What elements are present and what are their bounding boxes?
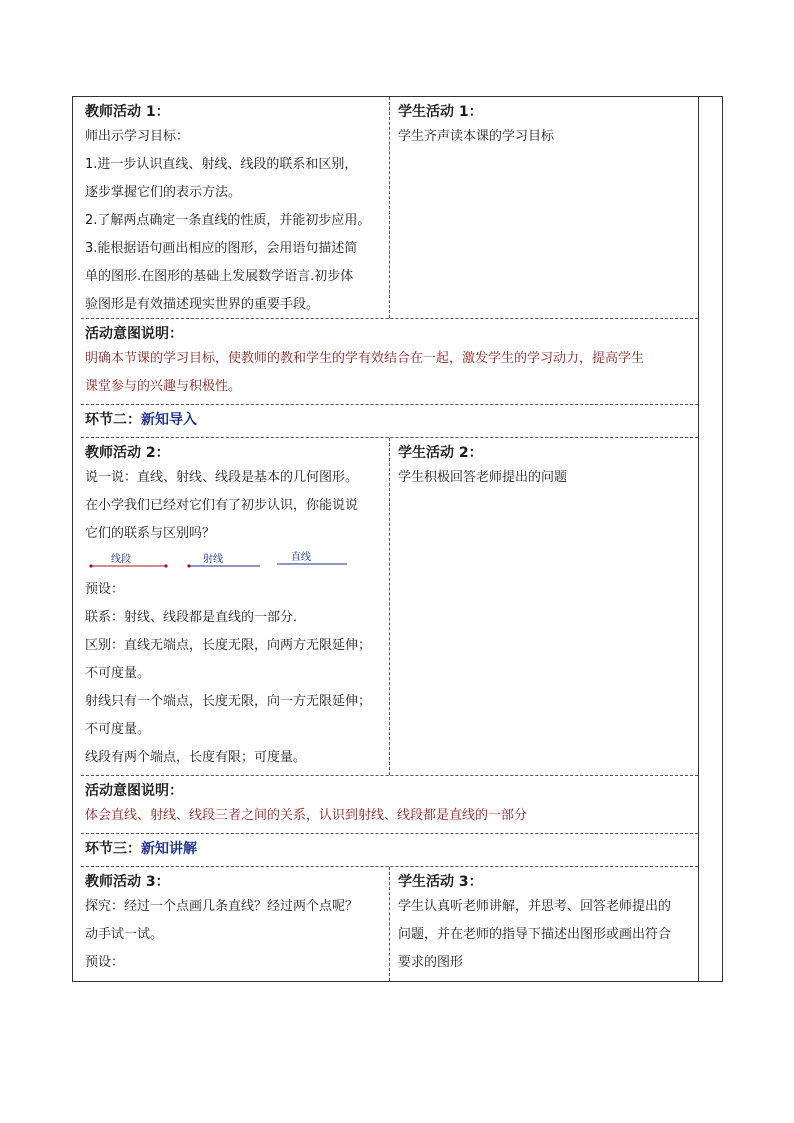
intent-1-title: 活动意图说明： (85, 326, 183, 342)
text-line: 3.能根据语句画出相应的图形，会用语句描述简 (85, 241, 358, 256)
text-line: 要求的图形 (398, 955, 464, 970)
text-line: 动手试一试。 (85, 927, 164, 942)
stage-3-name: 新知讲解 (141, 841, 197, 857)
intent-text-line: 体会直线、射线、线段三者之间的关系，认识到射线、线段都是直线的一部分 (85, 808, 528, 823)
table-inner-border (698, 97, 699, 981)
line-shapes-icon (85, 548, 385, 576)
text-line: 验图形是有效描述现实世界的重要手段。 (85, 297, 320, 312)
teacher-activity-2-title: 教师活动 2： (85, 445, 170, 461)
student-activity-1-title: 学生活动 1： (398, 104, 483, 120)
ray-label: 射线 (203, 554, 223, 565)
text-line: 在小学我们已经对它们有了初步认识，你能说说 (85, 498, 359, 513)
text-line: 师出示学习目标： (85, 129, 190, 144)
text-line: 它们的联系与区别吗？ (85, 526, 216, 541)
activity-row-1 (81, 97, 698, 319)
student-activity-3 (390, 867, 698, 981)
stage-3-prefix: 环节三： (85, 841, 141, 857)
text-line: 单的图形.在图形的基础上发展数学语言.初步体 (85, 269, 354, 284)
text-line: 不可度量。 (85, 666, 151, 681)
activity-intent-1 (81, 319, 698, 405)
text-line: 探究：经过一个点画几条直线？经过两个点呢？ (85, 899, 359, 914)
stage-2-header (81, 405, 698, 438)
segment-label: 线段 (111, 554, 131, 565)
text-line: 射线只有一个端点，长度无限，向一方无限延伸； (85, 694, 372, 709)
student-activity-2 (390, 438, 698, 775)
student-activity-2-title: 学生活动 2： (398, 445, 483, 461)
teacher-activity-3 (81, 867, 390, 981)
teacher-activity-1 (81, 97, 390, 318)
teacher-activity-1-title: 教师活动 1： (85, 104, 170, 120)
text-line: 学生积极回答老师提出的问题 (398, 470, 568, 485)
activity-intent-2 (81, 776, 698, 834)
text-line: 学生认真听老师讲解，并思考、回答老师提出的 (398, 899, 672, 914)
text-line: 区别：直线无端点，长度无限，向两方无限延伸； (85, 638, 372, 653)
text-line: 联系：射线、线段都是直线的一部分． (85, 610, 307, 625)
intent-text-line: 明确本节课的学习目标，使教师的教和学生的学有效结合在一起，激发学生的学习动力，提高学生 (85, 351, 645, 366)
teacher-activity-2 (81, 438, 390, 775)
text-line: 2.了解两点确定一条直线的性质，并能初步应用。 (85, 213, 371, 228)
text-line: 问题，并在老师的指导下描述出图形或画出符合 (398, 927, 672, 942)
lesson-plan-table (72, 96, 723, 982)
text-line: 1.进一步认识直线、射线、线段的联系和区别， (85, 157, 358, 172)
line-label: 直线 (291, 552, 311, 563)
activity-row-3 (81, 867, 698, 981)
teacher-activity-3-title: 教师活动 3： (85, 874, 170, 890)
text-line: 预设： (85, 582, 125, 597)
intent-text-line: 课堂参与的兴趣与积极性。 (85, 379, 242, 394)
text-line: 说一说：直线、射线、线段是基本的几何图形。 (85, 470, 359, 485)
text-line: 不可度量。 (85, 722, 151, 737)
intent-2-title: 活动意图说明： (85, 783, 183, 799)
student-activity-1 (390, 97, 698, 318)
text-line: 预设： (85, 955, 125, 970)
line-types-diagram (85, 548, 385, 576)
stage-2-prefix: 环节二： (85, 412, 141, 428)
stage-3-header (81, 834, 698, 867)
text-line: 逐步掌握它们的表示方法。 (85, 185, 242, 200)
activity-row-2 (81, 438, 698, 776)
text-line: 线段有两个端点，长度有限；可度量。 (85, 750, 307, 765)
student-activity-3-title: 学生活动 3： (398, 874, 483, 890)
text-line: 学生齐声读本课的学习目标 (398, 129, 555, 144)
stage-2-name: 新知导入 (141, 412, 197, 428)
